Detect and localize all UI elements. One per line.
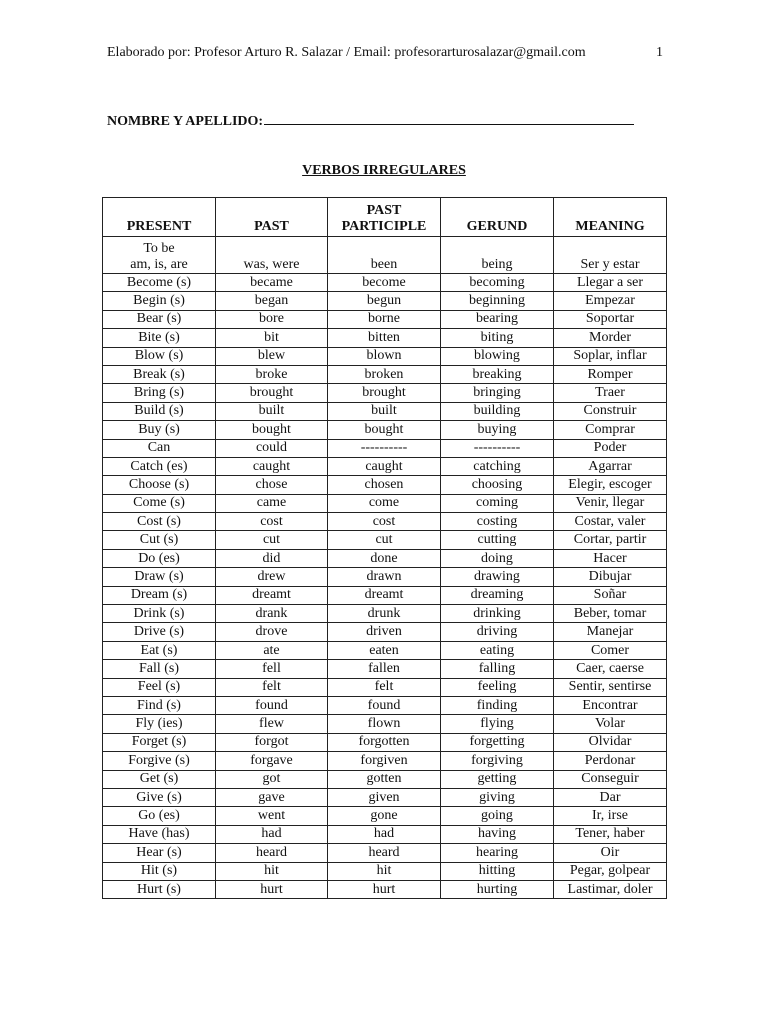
cell-meaning: Pegar, golpear <box>554 862 667 880</box>
cell-meaning: Agarrar <box>554 457 667 475</box>
cell-gerund: blowing <box>441 347 554 365</box>
page-title-text: VERBOS IRREGULARES <box>302 163 466 178</box>
cell-gerund: beginning <box>441 292 554 310</box>
table-row <box>103 605 667 623</box>
table-row <box>103 384 667 402</box>
cell-participle: broken <box>328 365 441 383</box>
table-row <box>103 310 667 328</box>
cell-participle: hit <box>328 862 441 880</box>
cell-participle: bitten <box>328 329 441 347</box>
cell-gerund: hearing <box>441 844 554 862</box>
cell-meaning: Lastimar, doler <box>554 880 667 898</box>
cell-participle: heard <box>328 844 441 862</box>
cell-present <box>103 237 216 274</box>
cell-past: ate <box>216 641 328 659</box>
cell-present: Go (es) <box>103 807 216 825</box>
cell-present: Begin (s) <box>103 292 216 310</box>
cell-meaning: Tener, haber <box>554 825 667 843</box>
table-row <box>103 770 667 788</box>
cell-past: fell <box>216 660 328 678</box>
cell-past: built <box>216 402 328 420</box>
name-blank-line <box>264 110 634 125</box>
cell-gerund: drawing <box>441 568 554 586</box>
cell-gerund: costing <box>441 513 554 531</box>
cell-meaning: Volar <box>554 715 667 733</box>
cell-gerund: buying <box>441 421 554 439</box>
table-row <box>103 807 667 825</box>
table-row <box>103 844 667 862</box>
cell-past: dreamt <box>216 586 328 604</box>
cell-past: chose <box>216 476 328 494</box>
cell-meaning: Soportar <box>554 310 667 328</box>
table-row <box>103 365 667 383</box>
cell-participle: borne <box>328 310 441 328</box>
cell-participle: blown <box>328 347 441 365</box>
cell-meaning: Comprar <box>554 421 667 439</box>
cell-participle: given <box>328 788 441 806</box>
page-number: 1 <box>656 45 663 60</box>
cell-past: cut <box>216 531 328 549</box>
cell-participle: built <box>328 402 441 420</box>
cell-present: Bring (s) <box>103 384 216 402</box>
cell-past: drove <box>216 623 328 641</box>
cell-participle: cut <box>328 531 441 549</box>
cell-participle: come <box>328 494 441 512</box>
cell-past: got <box>216 770 328 788</box>
cell-present: Forget (s) <box>103 733 216 751</box>
cell-gerund: hurting <box>441 880 554 898</box>
cell-gerund: coming <box>441 494 554 512</box>
cell-meaning: Construir <box>554 402 667 420</box>
header-meaning: MEANING <box>554 198 667 237</box>
cell-gerund: bringing <box>441 384 554 402</box>
cell-participle: begun <box>328 292 441 310</box>
cell-meaning: Elegir, escoger <box>554 476 667 494</box>
cell-past: hurt <box>216 880 328 898</box>
table-row <box>103 660 667 678</box>
cell-past: found <box>216 696 328 714</box>
header-past-participle <box>328 198 441 237</box>
cell-past: blew <box>216 347 328 365</box>
table-row <box>103 494 667 512</box>
cell-gerund: hitting <box>441 862 554 880</box>
cell-present: Feel (s) <box>103 678 216 696</box>
table-row <box>103 678 667 696</box>
cell-past: flew <box>216 715 328 733</box>
table-row <box>103 531 667 549</box>
cell-past: drew <box>216 568 328 586</box>
cell-past: came <box>216 494 328 512</box>
table-row <box>103 586 667 604</box>
cell-meaning: Traer <box>554 384 667 402</box>
table-row <box>103 623 667 641</box>
cell-participle: dreamt <box>328 586 441 604</box>
header-gerund: GERUND <box>441 198 554 237</box>
header-past: PAST <box>216 198 328 237</box>
cell-participle: caught <box>328 457 441 475</box>
table-header-row <box>103 198 667 237</box>
cell-participle: ---------- <box>328 439 441 457</box>
table-row <box>103 274 667 292</box>
cell-past: did <box>216 549 328 567</box>
table-row <box>103 513 667 531</box>
name-field-label: NOMBRE Y APELLIDO: <box>107 114 264 129</box>
irregular-verbs-table <box>102 197 667 899</box>
table-row <box>103 752 667 770</box>
cell-gerund: giving <box>441 788 554 806</box>
cell-gerund: forgiving <box>441 752 554 770</box>
cell-past: could <box>216 439 328 457</box>
cell-present: Become (s) <box>103 274 216 292</box>
page-title <box>0 163 768 179</box>
cell-meaning: Oir <box>554 844 667 862</box>
cell-present: Buy (s) <box>103 421 216 439</box>
cell-gerund: driving <box>441 623 554 641</box>
cell-gerund: breaking <box>441 365 554 383</box>
cell-past: drank <box>216 605 328 623</box>
cell-past: bit <box>216 329 328 347</box>
cell-participle: been <box>328 237 441 274</box>
table-row <box>103 788 667 806</box>
cell-meaning: Cortar, partir <box>554 531 667 549</box>
cell-past: heard <box>216 844 328 862</box>
cell-past: became <box>216 274 328 292</box>
cell-meaning: Dibujar <box>554 568 667 586</box>
cell-present: Cost (s) <box>103 513 216 531</box>
cell-participle: forgotten <box>328 733 441 751</box>
cell-gerund: eating <box>441 641 554 659</box>
cell-participle: chosen <box>328 476 441 494</box>
cell-present: Hurt (s) <box>103 880 216 898</box>
cell-past: felt <box>216 678 328 696</box>
cell-present: Eat (s) <box>103 641 216 659</box>
cell-present: Build (s) <box>103 402 216 420</box>
cell-meaning: Conseguir <box>554 770 667 788</box>
cell-past: began <box>216 292 328 310</box>
table-row <box>103 421 667 439</box>
cell-past: brought <box>216 384 328 402</box>
cell-gerund: biting <box>441 329 554 347</box>
cell-meaning: Soplar, inflar <box>554 347 667 365</box>
cell-present: Have (has) <box>103 825 216 843</box>
cell-meaning: Beber, tomar <box>554 605 667 623</box>
cell-participle: had <box>328 825 441 843</box>
cell-participle: done <box>328 549 441 567</box>
cell-meaning: Caer, caerse <box>554 660 667 678</box>
cell-participle: become <box>328 274 441 292</box>
table-row <box>103 862 667 880</box>
cell-present: Dream (s) <box>103 586 216 604</box>
cell-participle: eaten <box>328 641 441 659</box>
cell-gerund: going <box>441 807 554 825</box>
cell-present: Find (s) <box>103 696 216 714</box>
cell-present-line2: am, is, are <box>130 257 188 272</box>
cell-present: Forgive (s) <box>103 752 216 770</box>
cell-gerund: ---------- <box>441 439 554 457</box>
cell-present: Hit (s) <box>103 862 216 880</box>
cell-meaning: Morder <box>554 329 667 347</box>
page-header <box>107 45 663 65</box>
table-row <box>103 439 667 457</box>
table-row <box>103 715 667 733</box>
cell-past: bought <box>216 421 328 439</box>
cell-gerund: being <box>441 237 554 274</box>
table-row <box>103 457 667 475</box>
cell-participle: gotten <box>328 770 441 788</box>
cell-gerund: bearing <box>441 310 554 328</box>
cell-meaning: Ser y estar <box>554 237 667 274</box>
cell-past: cost <box>216 513 328 531</box>
cell-meaning: Hacer <box>554 549 667 567</box>
cell-present: Fly (ies) <box>103 715 216 733</box>
table-row <box>103 329 667 347</box>
cell-participle: found <box>328 696 441 714</box>
cell-gerund: drinking <box>441 605 554 623</box>
cell-meaning: Venir, llegar <box>554 494 667 512</box>
cell-gerund: cutting <box>441 531 554 549</box>
table-row <box>103 292 667 310</box>
cell-present: Drive (s) <box>103 623 216 641</box>
cell-meaning: Dar <box>554 788 667 806</box>
cell-gerund: feeling <box>441 678 554 696</box>
table-row <box>103 237 667 274</box>
table-row <box>103 641 667 659</box>
table-row <box>103 347 667 365</box>
cell-gerund: doing <box>441 549 554 567</box>
cell-gerund: finding <box>441 696 554 714</box>
cell-participle: brought <box>328 384 441 402</box>
cell-participle: drunk <box>328 605 441 623</box>
cell-present: Draw (s) <box>103 568 216 586</box>
cell-meaning: Ir, irse <box>554 807 667 825</box>
cell-participle: felt <box>328 678 441 696</box>
cell-present: Catch (es) <box>103 457 216 475</box>
cell-meaning: Sentir, sentirse <box>554 678 667 696</box>
cell-participle: gone <box>328 807 441 825</box>
table-row <box>103 880 667 898</box>
table-row <box>103 549 667 567</box>
cell-participle: fallen <box>328 660 441 678</box>
cell-gerund: falling <box>441 660 554 678</box>
cell-present: Choose (s) <box>103 476 216 494</box>
cell-past: hit <box>216 862 328 880</box>
author-email-line: Elaborado por: Profesor Arturo R. Salazar / Email: profesorarturosalazar@gmail.com <box>107 45 586 60</box>
cell-present: Bite (s) <box>103 329 216 347</box>
cell-present: Blow (s) <box>103 347 216 365</box>
cell-meaning: Llegar a ser <box>554 274 667 292</box>
cell-meaning: Empezar <box>554 292 667 310</box>
cell-present: Bear (s) <box>103 310 216 328</box>
cell-present: Cut (s) <box>103 531 216 549</box>
cell-meaning: Poder <box>554 439 667 457</box>
table-row <box>103 696 667 714</box>
cell-present: Break (s) <box>103 365 216 383</box>
cell-present-line1: To be <box>143 241 175 256</box>
cell-meaning: Olvidar <box>554 733 667 751</box>
cell-participle: bought <box>328 421 441 439</box>
cell-past: went <box>216 807 328 825</box>
cell-present: Do (es) <box>103 549 216 567</box>
cell-gerund: getting <box>441 770 554 788</box>
cell-meaning: Manejar <box>554 623 667 641</box>
table-row <box>103 476 667 494</box>
cell-present: Get (s) <box>103 770 216 788</box>
cell-past: caught <box>216 457 328 475</box>
cell-participle: driven <box>328 623 441 641</box>
cell-meaning: Soñar <box>554 586 667 604</box>
cell-present: Fall (s) <box>103 660 216 678</box>
cell-past: was, were <box>216 237 328 274</box>
cell-gerund: flying <box>441 715 554 733</box>
cell-past: had <box>216 825 328 843</box>
cell-gerund: becoming <box>441 274 554 292</box>
cell-past: bore <box>216 310 328 328</box>
cell-meaning: Comer <box>554 641 667 659</box>
cell-past: forgot <box>216 733 328 751</box>
cell-meaning: Costar, valer <box>554 513 667 531</box>
table-row <box>103 568 667 586</box>
cell-present: Can <box>103 439 216 457</box>
cell-participle: hurt <box>328 880 441 898</box>
table-row <box>103 733 667 751</box>
cell-gerund: choosing <box>441 476 554 494</box>
name-field <box>107 110 634 130</box>
cell-past: gave <box>216 788 328 806</box>
cell-participle: drawn <box>328 568 441 586</box>
header-past-participle-line2: PARTICIPLE <box>341 219 427 234</box>
cell-present: Hear (s) <box>103 844 216 862</box>
header-past-participle-line1: PAST <box>366 203 402 218</box>
cell-participle: flown <box>328 715 441 733</box>
cell-meaning: Romper <box>554 365 667 383</box>
cell-meaning: Encontrar <box>554 696 667 714</box>
cell-gerund: building <box>441 402 554 420</box>
table-row <box>103 402 667 420</box>
cell-present: Drink (s) <box>103 605 216 623</box>
cell-gerund: forgetting <box>441 733 554 751</box>
header-present: PRESENT <box>103 198 216 237</box>
cell-present: Come (s) <box>103 494 216 512</box>
cell-past: broke <box>216 365 328 383</box>
cell-gerund: having <box>441 825 554 843</box>
cell-gerund: dreaming <box>441 586 554 604</box>
cell-gerund: catching <box>441 457 554 475</box>
cell-participle: forgiven <box>328 752 441 770</box>
cell-past: forgave <box>216 752 328 770</box>
table-row <box>103 825 667 843</box>
cell-meaning: Perdonar <box>554 752 667 770</box>
cell-present: Give (s) <box>103 788 216 806</box>
cell-participle: cost <box>328 513 441 531</box>
